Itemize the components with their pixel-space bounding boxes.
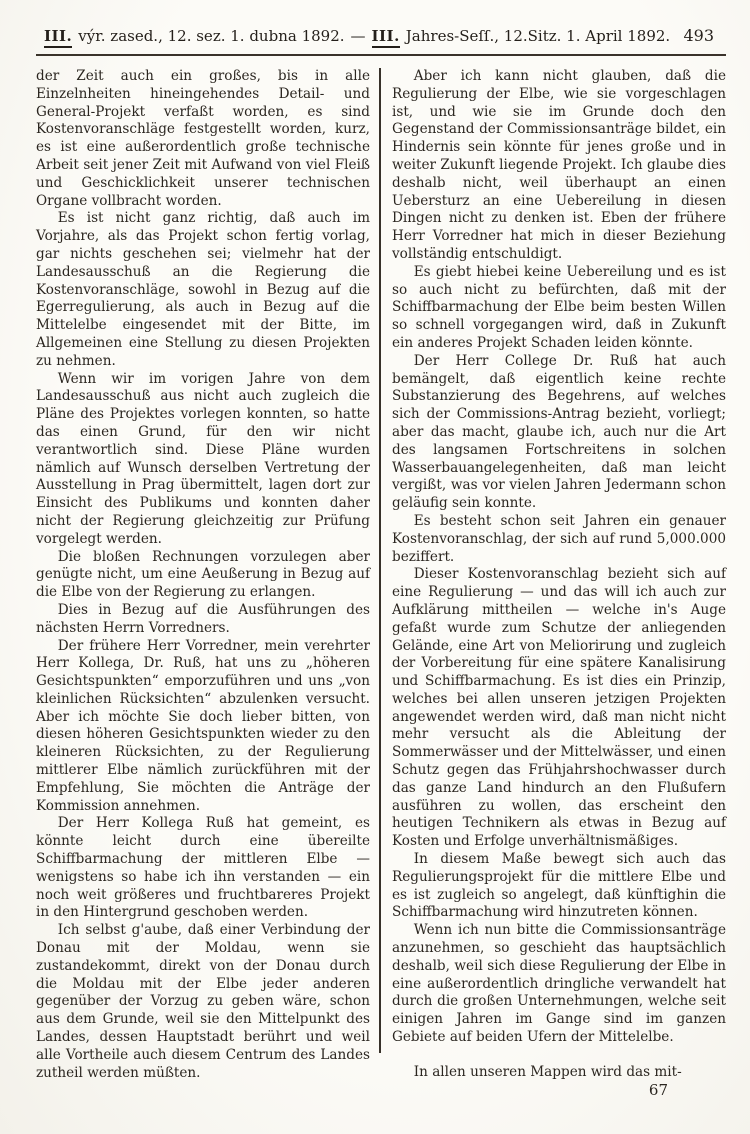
paragraph: Wenn ich nun bitte die Commissionsanträge anzunehmen, so geschieht das hauptsächlich deshalb, weil sich diese Regulierung der Elbe in eine außerordentlich dringliche verwandelt hat durch die großen Unternehmungen, welche seit einigen Jahren im Gange sind im ganzen Gebiete auf beiden Ufern der Mittelelbe.: [392, 922, 726, 1046]
paragraph: Es giebt hiebei keine Uebereilung und es ist so auch nicht zu befürchten, daß mit der Schiffbarmachung der Elbe beim besten Willen so schnell vorgegangen wird, daß in Zukunft ein anderes Projekt Schaden leiden könnte.: [392, 263, 726, 351]
header-separator: —: [350, 27, 366, 45]
paragraph: Wenn wir im vorigen Jahre von dem Landesausschuß aus nicht auch zugleich die Pläne des Projektes vorlegen konnten, so hatte das einen Grund, für den wir nicht verantwortlich sind. Diese Pläne wurden nämlich auf Wunsch derselben Vertretung der Ausstellung in Prag übermittelt, lagen dort zur Einsicht des Publikums und konnten daher nicht der Regierung gleichzeitig zur Prüfung vorgelegt werden.: [36, 370, 370, 547]
paragraph: In allen unseren Mappen wird das mit-: [413, 1063, 682, 1080]
paragraph: In diesem Maße bewegt sich auch das Regulierungsprojekt für die mittlere Elbe und es ist zugleich so angelegt, daß künftighin die Schiffbarmachung wird hinzutreten können.: [392, 851, 726, 921]
two-column-body: [36, 68, 726, 1099]
paragraph: der Zeit auch ein großes, bis in alle Einzelnheiten hineingehendes Detail- und General-Projekt verfaßt worden, es sind Kostenvoranschläge festgestellt worden, kurz, es ist eine außerordentlich große technische Arbeit seit jener Zeit mit Aufwand von viel Fleiß und Geschicklichkeit unserer technischen Organe vollbracht worden.: [36, 68, 370, 209]
header-czech-text: výr. zased., 12. sez. 1. dubna 1892.: [78, 27, 345, 45]
sheet-number: 67: [648, 1080, 668, 1099]
paragraph: Es besteht schon seit Jahren ein genauer Kostenvoranschlag, der sich auf rund 5,000.000 beziffert.: [392, 512, 726, 565]
header-rule: [36, 54, 726, 56]
paragraph: Ich selbst g'aube, daß einer Verbindung der Donau mit der Moldau, wenn sie zustandekommt, direkt von der Donau durch die Moldau mit der Elbe jeder anderen gegenüber der Vorzug zu geben wäre, schon aus dem Grunde, weil sie den Mittelpunkt des Landes, dessen Hauptstadt berührt und weil alle Vortheile auch diesem Centrum des Landes zutheil werden müßten.: [36, 922, 370, 1081]
paragraph: Es ist nicht ganz richtig, daß auch im Vorjahre, als das Projekt schon fertig vorlag, gar nichts geschehen sei; vielmehr hat der Landesausschuß an die Regierung die Kostenvoranschläge, sowohl in Bezug auf die Egerregulierung, als auch in Bezug auf die Mittelelbe eingesendet mit der Bitte, im Allgemeinen eine Stellung zu diesen Projekten zu nehmen.: [36, 210, 370, 369]
paragraph: Dies in Bezug auf die Ausführungen des nächsten Herrn Vorredners.: [36, 601, 370, 636]
right-column: [381, 68, 726, 1099]
left-column: [36, 68, 379, 1099]
paragraph: Die bloßen Rechnungen vorzulegen aber genügte nicht, um eine Aeußerung in Bezug auf die Elbe von der Regierung zu erlangen.: [36, 548, 370, 601]
page-header: [36, 24, 726, 48]
paragraph: Der Herr Kollega Ruß hat gemeint, es könnte leicht durch eine übereilte Schiffbarmachung der mittleren Elbe — wenigstens so habe ich ihn verstanden — ein noch weit größeres und fruchtbareres Projekt in den Hintergrund geschoben werden.: [36, 815, 370, 921]
paragraph: Dieser Kostenvoranschlag bezieht sich auf eine Regulierung — und das will ich auch zur Aufklärung mittheilen — welche in's Auge gefaßt wurde zum Schutze der anliegenden Gelände, eine Art von Meliorirung und zugleich der Vorbereitung für eine spätere Kanalisirung und Schiffbarmachung. Es ist dies ein Prinzip, welches bei allen unseren jetzigen Projekten angewendet werden wird, daß man nicht nicht mehr versucht als die Ableitung der Sommerwässer und der Mittelwässer, und einen Schutz gegen das Frühjahrshochwasser durch das ganze Land hindurch an den Flußufern ausführen zu wollen, das erscheint den heutigen Technikern als etwas in Bezug auf Kosten und Erfolge unverhältnismäßiges.: [392, 566, 726, 850]
paragraph: Der frühere Herr Vorredner, mein verehrter Herr Kollega, Dr. Ruß, hat uns zu „höheren Gesichtspunkten“ emporzuführen und uns „von kleinlichen Rücksichten“ abzulenken versucht. Aber ich möchte Sie doch lieber bitten, von diesen höheren Gesichtspunkten wieder zu den kleineren Rücksichten, zu der Regulierung mittlerer Elbe nämlich zurückführen mit der Empfehlung, Sie möchten die Anträge der Kommission annehmen.: [36, 637, 370, 814]
header-german-text: Jahres-Seſſ., 12.Sitz. 1. April 1892.: [405, 27, 671, 45]
page-number: 493: [683, 26, 714, 45]
session-number-czech: III.: [44, 27, 72, 48]
paragraph: Der Herr College Dr. Ruß hat auch bemängelt, daß eigentlich keine rechte Substanzierung des Begehrens, auf welches sich der Commissions-Antrag bezieht, vorliegt; aber das macht, glaube ich, auch nur die Art des langsamen Fortschreitens in solchen Wasserbauangelegenheiten, daß man leicht vergißt, was vor vielen Jahren Jedermann schon geläufig sein konnte.: [392, 352, 726, 512]
paragraph: Aber ich kann nicht glauben, daß die Regulierung der Elbe, wie sie vorgeschlagen ist, und wie sie im Grunde doch den Gegenstand der Commissionsanträge bildet, ein Hindernis sein könnte für jenes große und in weiter Zukunft liegende Projekt. Ich glaube dies deshalb nicht, weil überhaupt an einen Uebersturz an eine Uebereilung in diesen Dingen nicht zu denken ist. Eben der frühere Herr Vorredner hat mich in dieser Beziehung vollständig entschuldigt.: [392, 68, 726, 262]
session-number-german: III.: [372, 27, 400, 48]
